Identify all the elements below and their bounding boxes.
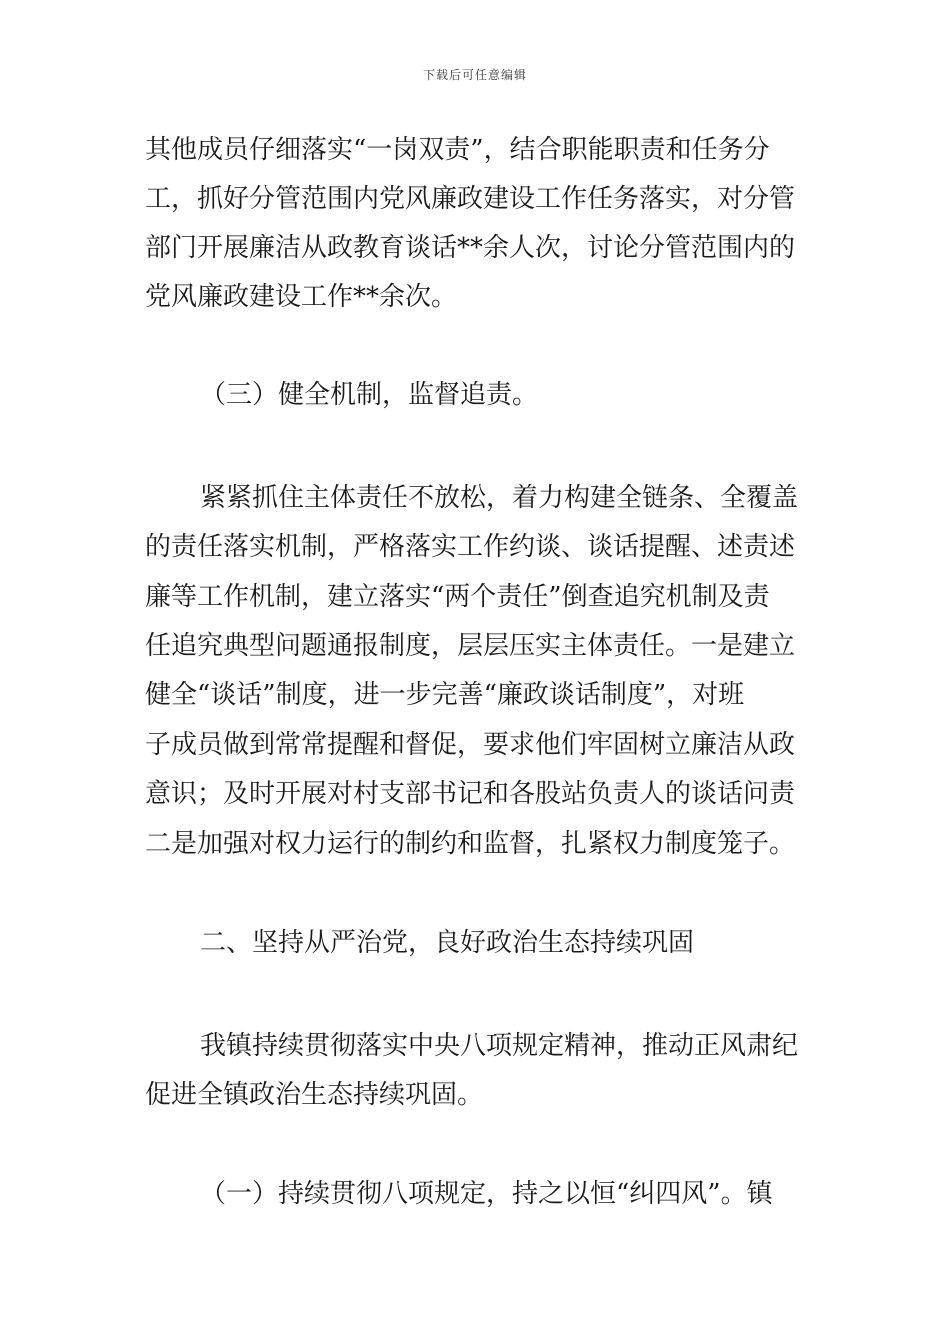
section-heading: （三）健全机制，监督追责。 xyxy=(200,380,539,410)
section-heading: （一）持续贯彻八项规定，持之以恒“纠四风”。镇 xyxy=(200,1179,773,1209)
text-line: 健全“谈话”制度，进一步完善“廉政谈话制度”，对班 xyxy=(145,680,745,710)
text-line: 其他成员仔细落实“一岗双责”，结合职能职责和任务分 xyxy=(145,135,770,165)
text-line: 部门开展廉洁从政教育谈话**余人次，讨论分管范围内的 xyxy=(145,233,796,263)
text-line: 促进全镇政治生态持续巩固。 xyxy=(145,1080,484,1110)
text-line: 任追究典型问题通报制度，层层压实主体责任。一是建立 xyxy=(145,631,796,661)
text-line: 子成员做到常常提醒和督促，要求他们牢固树立廉洁从政 xyxy=(145,730,796,760)
text-line: 紧紧抓住主体责任不放松，着力构建全链条、全覆盖 xyxy=(200,483,799,513)
text-line: 廉等工作机制，建立落实“两个责任”倒查追究机制及责 xyxy=(145,582,770,612)
text-line: 我镇持续贯彻落实中央八项规定精神，推动正风肃纪 xyxy=(200,1031,799,1061)
section-heading: 二、坚持从严治党，良好政治生态持续巩固 xyxy=(200,928,695,958)
text-line: 党风廉政建设工作**余次。 xyxy=(145,282,458,312)
page-header: 下载后可任意编辑 xyxy=(422,68,527,82)
text-line: 意识；及时开展对村支部书记和各股站负责人的谈话问责 xyxy=(145,779,796,809)
text-line: 二是加强对权力运行的制约和监督，扎紧权力制度笼子。 xyxy=(145,829,796,859)
text-line: 工，抓好分管范围内党风廉政建设工作任务落实，对分管 xyxy=(145,184,796,214)
text-line: 的责任落实机制，严格落实工作约谈、谈话提醒、述责述 xyxy=(145,532,796,562)
